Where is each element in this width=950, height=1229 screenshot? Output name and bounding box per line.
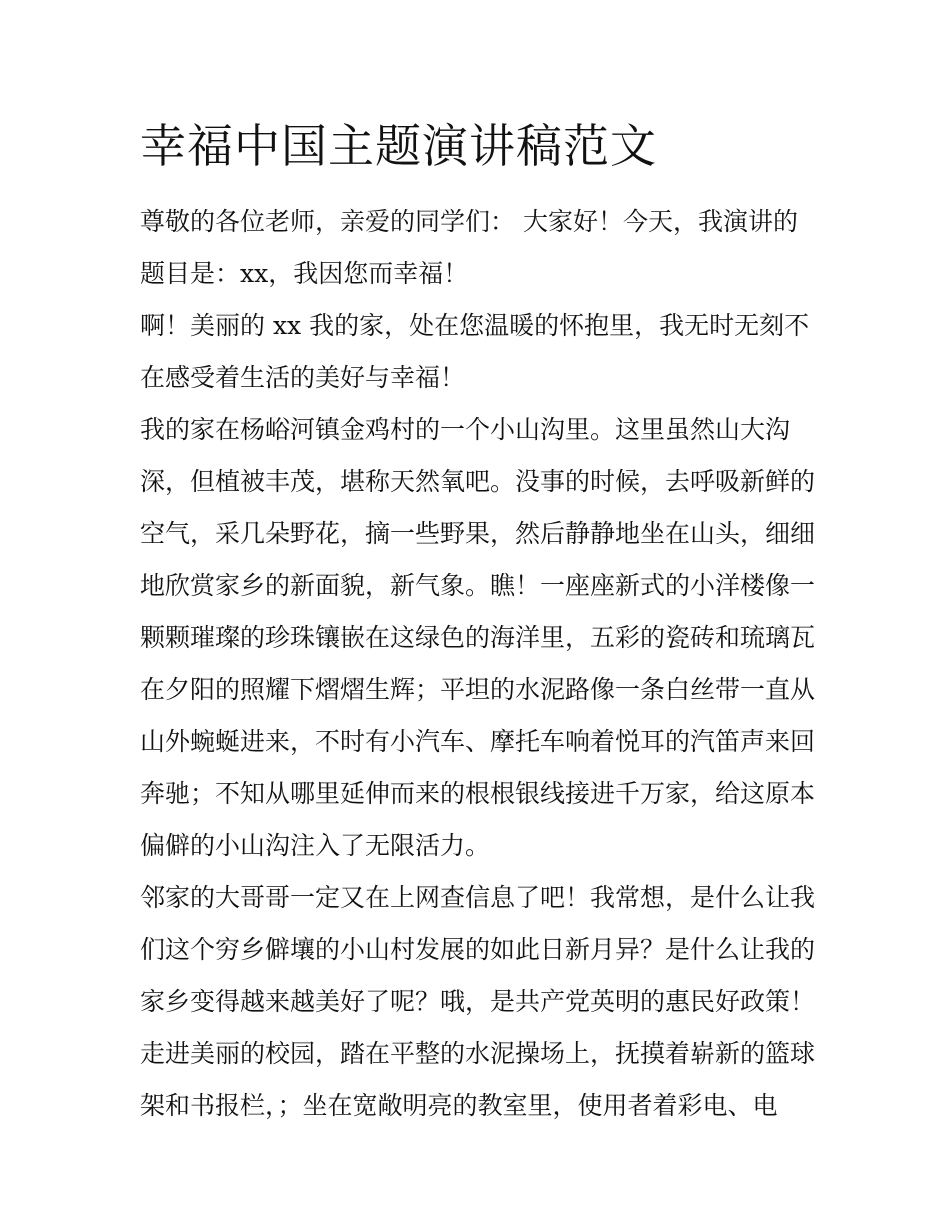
text-line: 地欣赏家乡的新面貌，新气象。瞧！一座座新式的小洋楼像一: [140, 571, 816, 600]
text-line: 我的家在杨峪河镇金鸡村的一个小山沟里。这里虽然山大沟: [140, 415, 791, 444]
text-line: 家乡变得越来越美好了呢？哦，是共产党英明的惠民好政策！: [140, 987, 816, 1016]
text-line: 们这个穷乡僻壤的小山村发展的如此日新月异？是什么让我的: [140, 935, 816, 964]
text-line: 尊敬的各位老师，亲爱的同学们： 大家好！今天，我演讲的: [140, 207, 798, 236]
text-line: 在感受着生活的美好与幸福！: [140, 363, 466, 392]
text-line: 题目是：xx，我因您而幸福！: [140, 259, 469, 288]
text-line: 颗颗璀璨的珍珠镶嵌在这绿色的海洋里，五彩的瓷砖和琉璃瓦: [140, 623, 816, 652]
text-line: 走进美丽的校园，踏在平整的水泥操场上，抚摸着崭新的篮球: [140, 1039, 816, 1068]
document-title: 幸福中国主题演讲稿范文: [140, 119, 657, 173]
document-body: [140, 196, 830, 1132]
text-line: 深，但植被丰茂，堪称天然氧吧。没事的时候，去呼吸新鲜的: [140, 467, 816, 496]
text-line: 偏僻的小山沟注入了无限活力。: [140, 831, 491, 860]
text-line: 在夕阳的照耀下熠熠生辉；平坦的水泥路像一条白丝带一直从: [140, 675, 816, 704]
text-line: 奔驰；不知从哪里延伸而来的根根银线接进千万家，给这原本: [140, 779, 816, 808]
text-line: 山外蜿蜒进来，不时有小汽车、摩托车响着悦耳的汽笛声来回: [140, 727, 816, 756]
text-line: 空气，采几朵野花，摘一些野果，然后静静地坐在山头，细细: [140, 519, 816, 548]
text-line: 啊！美丽的 xx 我的家，处在您温暖的怀抱里，我无时无刻不: [140, 311, 810, 340]
text-line: 架和书报栏，；坐在宽敞明亮的教室里，使用者着彩电、电: [140, 1091, 778, 1120]
text-line: 邻家的大哥哥一定又在上网查信息了吧！我常想，是什么让我: [140, 883, 816, 912]
